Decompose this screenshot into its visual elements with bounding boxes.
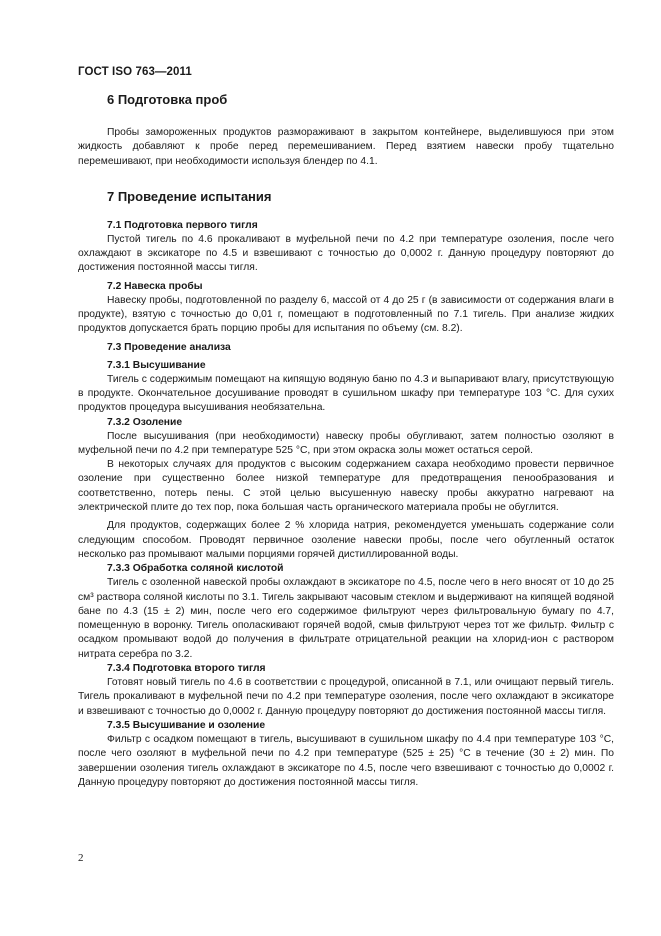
standard-header: ГОСТ ISO 763—2011 — [78, 66, 192, 78]
section-7-3-5-paragraph: Фильтр с осадком помещают в тигель, высушивают в сушильном шкафу по 4.4 при температуре 103 °С, после чего озоляют в муфельной печи по 4.2 при температуре (525 ± 25) °С в течение (30 ± 2) мин. По завершении озоления тигель охлаждают в эксикаторе по 4.5, после чего взвешивают с точностью до 0,0002 г. Данную процедуру повторяют до достижения постоянной массы тигля. — [78, 733, 614, 788]
document-body — [78, 90, 614, 790]
section-6-title: 6 Подготовка проб — [107, 92, 228, 107]
section-7-3-5-title: 7.3.5 Высушивание и озоление — [107, 719, 266, 731]
document-page — [78, 0, 614, 936]
section-7-3-1-paragraph: Тигель с содержимым помещают на кипящую водяную баню по 4.3 и выпаривают влагу, присутствующую в продукте. Окончательное досушивание проводят в сушильном шкафу при температуре 103 °С. Для сухих продуктов процедура высушивания необязательна. — [78, 373, 614, 414]
section-7-3-1-title: 7.3.1 Высушивание — [107, 359, 206, 371]
section-7-2-paragraph: Навеску пробы, подготовленной по разделу 6, массой от 4 до 25 г (в зависимости от содержания влаги в продукте), взятую с точностью до 0,01 г, помещают в подготовленный по 7.1 тигель. При анализе жидких продуктов допускается брать порцию пробы для испытания по объему (см. 8.2). — [78, 294, 614, 335]
section-7-3-3-paragraph: Тигель с озоленной навеской пробы охлаждают в эксикаторе по 4.5, после чего в него вносят от 10 до 25 см³ раствора соляной кислоты по 3.1. Тигель закрывают часовым стеклом и выдерживают на кипящей водяной бане по 4.3 (15 ± 2) мин, после чего его содержимое фильтруют через фильтровальную бумагу по 4.7, помещенную в воронку. Тигель ополаскивают горячей водой, смыв фильтруют через тот же фильтр. Фильтр с осадком промывают водой до получения в фильтрате отрицательной реакции на хлорид-ион с раствором нитрата серебра по 3.2. — [78, 577, 614, 660]
section-7-2-title: 7.2 Навеска пробы — [107, 280, 203, 292]
section-6-paragraph: Пробы замороженных продуктов размораживают в закрытом контейнере, выделившуюся при этом жидкость добавляют к пробе перед перемешиванием. Перед взятием навески пробу тщательно перемешивают, при необходимости используя блендер по 4.1. — [78, 127, 614, 167]
section-7-1-paragraph: Пустой тигель по 4.6 прокаливают в муфельной печи по 4.2 при температуре озоления, после чего охлаждают в эксикаторе по 4.5 и взвешивают с точностью до 0,0002 г. Данную процедуру повторяют до достижения постоянной массы тигля. — [78, 233, 614, 274]
section-7-title: 7 Проведение испытания — [107, 188, 272, 204]
section-7-3-2-paragraph-1: После высушивания (при необходимости) навеску пробы обугливают, затем полностью озоляют в муфельной печи по 4.2 при температуре 525 °С, при этом окраска золы может остаться серой. — [78, 430, 614, 456]
section-7-3-3-title: 7.3.3 Обработка соляной кислотой — [107, 563, 284, 575]
section-7-3-2-paragraph-3: Для продуктов, содержащих более 2 % хлорида натрия, рекомендуется уменьшать содержание соли следующим способом. Проводят первичное озоление навески пробы, после чего обугленный остаток несколько раз промывают малыми порциями горячей дистиллированной воды. — [78, 520, 614, 560]
section-7-3-title: 7.3 Проведение анализа — [107, 341, 231, 353]
page-number: 2 — [78, 852, 84, 864]
section-7-1-title: 7.1 Подготовка первого тигля — [107, 219, 258, 231]
section-7-3-4-title: 7.3.4 Подготовка второго тигля — [107, 663, 266, 675]
section-7-3-2-paragraph-2: В некоторых случаях для продуктов с высоким содержанием сахара необходимо провести первичное озоление при существенно более низкой температуре для предотвращения пенообразования и соответственно, потерь пены. С этой целью высушенную навеску пробы аккуратно нагревают на электрической плите до тех пор, пока большая часть органического материала пробы не обуглится. — [78, 459, 614, 514]
section-7-3-4-paragraph: Готовят новый тигель по 4.6 в соответствии с процедурой, описанной в 7.1, или очищают первый тигель. Тигель прокаливают в муфельной печи по 4.2 при температуре озоления, после чего охлаждают в эксикаторе и взвешивают с точностью до 0,0002 г. Данную процедуру повторяют до достижения постоянной массы тигля. — [78, 677, 614, 717]
section-7-3-2-title: 7.3.2 Озоление — [107, 416, 183, 428]
